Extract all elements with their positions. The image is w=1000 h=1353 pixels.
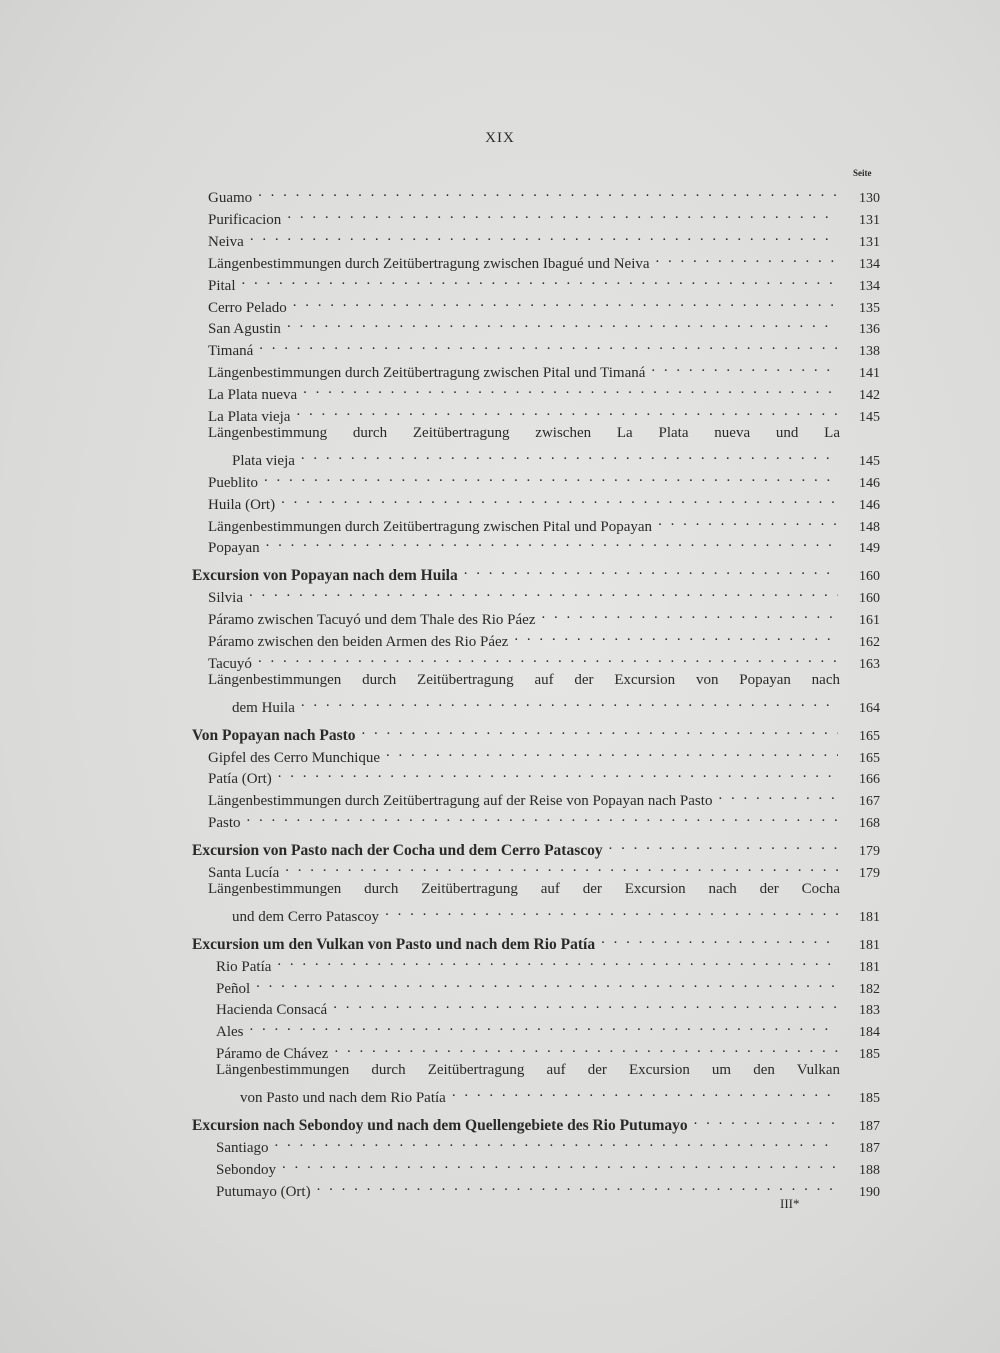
toc-entry-title: Huila (Ort) bbox=[208, 496, 276, 513]
dot-leader bbox=[362, 720, 838, 740]
toc-entry-title: Neiva bbox=[208, 233, 244, 250]
toc-page-number: 185 bbox=[859, 1047, 880, 1063]
toc-entry-title: Tacuyó bbox=[208, 655, 252, 672]
toc-entry bbox=[240, 1082, 880, 1109]
toc-page-number: 188 bbox=[859, 1162, 880, 1178]
dot-leader bbox=[601, 929, 838, 949]
dot-leader bbox=[464, 560, 838, 580]
dot-leader bbox=[303, 379, 838, 399]
toc-page-number: 161 bbox=[859, 613, 880, 629]
toc-entry bbox=[208, 532, 880, 559]
toc-page-number: 164 bbox=[859, 700, 880, 716]
dot-leader bbox=[385, 901, 838, 921]
dot-leader bbox=[301, 445, 838, 465]
toc-entry-title: Längenbestimmungen durch Zeitübertragung zwischen Pital und Timaná bbox=[208, 365, 646, 382]
toc-page-number: 149 bbox=[859, 541, 880, 557]
dot-leader bbox=[658, 511, 838, 531]
toc-page-number: 131 bbox=[859, 234, 880, 250]
toc-page-number: 148 bbox=[859, 519, 880, 535]
toc-entry bbox=[232, 901, 880, 928]
toc-entry-continuation: von Pasto und nach dem Rio Patía bbox=[240, 1090, 446, 1106]
dot-leader bbox=[293, 292, 838, 312]
toc-entry-title: Längenbestimmungen durch Zeitübertragung auf der Excursion von Popayan nach bbox=[208, 671, 840, 688]
toc-entry-title: La Plata vieja bbox=[208, 409, 291, 425]
toc-entry-title: Längenbestimmungen durch Zeitübertragung zwischen Ibagué und Neiva bbox=[208, 255, 650, 272]
dot-leader bbox=[258, 648, 838, 668]
dot-leader bbox=[264, 467, 838, 487]
dot-leader bbox=[656, 248, 838, 268]
toc-entry-title: Santiago bbox=[216, 1139, 269, 1156]
toc-page-number: 179 bbox=[859, 844, 880, 860]
toc-page-number: 138 bbox=[859, 344, 880, 360]
toc-entry-title: Pasto bbox=[208, 815, 241, 832]
toc-entry-title: Excursion nach Sebondoy und nach dem Quellengebiete des Rio Putumayo bbox=[192, 1116, 688, 1134]
toc-page-number: 160 bbox=[859, 569, 880, 585]
toc-entry-title: Páramo de Chávez bbox=[216, 1046, 329, 1063]
dot-leader bbox=[514, 626, 838, 646]
signature-mark: III* bbox=[780, 1196, 800, 1211]
toc-entry-title: Guamo bbox=[208, 190, 253, 206]
toc-page-number: 142 bbox=[859, 388, 880, 404]
toc-entry-title: Popayan bbox=[208, 540, 260, 557]
toc-entry-title: Rio Patía bbox=[216, 958, 272, 975]
dot-leader bbox=[386, 742, 838, 762]
toc-page-number: 185 bbox=[859, 1091, 880, 1106]
toc-page-number: 190 bbox=[859, 1184, 880, 1200]
toc-page-number: 146 bbox=[859, 497, 880, 513]
dot-leader bbox=[259, 335, 838, 355]
dot-leader bbox=[258, 182, 838, 202]
toc-page-number: 135 bbox=[859, 300, 880, 316]
toc-entry-title: Patía (Ort) bbox=[208, 771, 272, 788]
toc-page-number: 131 bbox=[859, 212, 880, 228]
toc-entry-title: San Agustin bbox=[208, 321, 281, 338]
toc-entry-title: Längenbestimmungen durch Zeitübertragung auf der Excursion nach der Cocha bbox=[208, 880, 840, 897]
dot-leader bbox=[249, 582, 838, 602]
toc-entry-title: Peñol bbox=[216, 980, 251, 997]
toc-entry-title: Páramo zwischen Tacuyó und dem Thale des Rio Páez bbox=[208, 612, 536, 629]
toc-page-number: 130 bbox=[859, 191, 880, 206]
toc-entry-title: Längenbestimmung durch Zeitübertragung zwischen La Plata nueva und La bbox=[208, 424, 840, 441]
dot-leader bbox=[250, 226, 838, 246]
dot-leader bbox=[317, 1176, 838, 1196]
toc-entry-title: Páramo zwischen den beiden Armen des Rio Páez bbox=[208, 634, 509, 650]
toc-page-number: 145 bbox=[859, 410, 880, 425]
toc-entry-title: Excursion von Popayan nach dem Huila bbox=[192, 567, 458, 585]
toc-entry-title: Längenbestimmungen durch Zeitübertragung zwischen Pital und Popayan bbox=[208, 518, 653, 535]
dot-leader bbox=[285, 857, 838, 877]
dot-leader bbox=[275, 1132, 839, 1152]
toc-page-number: 145 bbox=[859, 453, 880, 469]
dot-leader bbox=[277, 951, 838, 971]
toc-entry-title: Excursion um den Vulkan von Pasto und nach dem Rio Patía bbox=[192, 935, 596, 953]
dot-leader bbox=[718, 785, 838, 805]
toc-page-number: 168 bbox=[859, 816, 880, 832]
dot-leader bbox=[278, 763, 838, 783]
dot-leader bbox=[247, 807, 838, 827]
dot-leader bbox=[694, 1110, 838, 1130]
toc-entry-title: Excursion von Pasto nach der Cocha und dem Cerro Patascoy bbox=[192, 842, 603, 860]
page-number: XIX bbox=[485, 130, 515, 146]
toc-entry-title: Santa Lucía bbox=[208, 865, 280, 881]
toc-entry-title: Gipfel des Cerro Munchique bbox=[208, 749, 381, 766]
toc-page-number: 165 bbox=[859, 728, 880, 744]
toc-entry-title: Timaná bbox=[208, 343, 254, 360]
toc-page-number: 182 bbox=[859, 981, 880, 997]
toc-entry-title: Pital bbox=[208, 277, 236, 294]
toc-entry-title: Von Popayan nach Pasto bbox=[192, 726, 356, 744]
toc-page-number: 162 bbox=[859, 635, 880, 650]
toc-page-number: 167 bbox=[859, 794, 880, 810]
toc-entry-title: La Plata nueva bbox=[208, 387, 298, 404]
toc-page-number: 165 bbox=[859, 750, 880, 766]
dot-leader bbox=[452, 1082, 838, 1102]
dot-leader bbox=[287, 204, 838, 224]
toc-entry bbox=[232, 692, 880, 719]
toc-page-number: 187 bbox=[859, 1118, 880, 1134]
toc-page-number: 187 bbox=[859, 1140, 880, 1156]
dot-leader bbox=[301, 692, 838, 712]
toc-entry-continuation: dem Huila bbox=[232, 699, 295, 716]
toc-page-number: 181 bbox=[859, 909, 880, 925]
dot-leader bbox=[651, 357, 838, 377]
dot-leader bbox=[256, 973, 838, 993]
toc-page-number: 181 bbox=[859, 937, 880, 953]
toc-entry-title: Putumayo (Ort) bbox=[216, 1183, 311, 1200]
toc-entry-title: Pueblito bbox=[208, 474, 259, 491]
dot-leader bbox=[287, 313, 838, 333]
dot-leader bbox=[266, 532, 838, 552]
toc-page-number: 179 bbox=[859, 866, 880, 881]
toc-page-number: 184 bbox=[859, 1025, 880, 1041]
toc-entry-title: Silvia bbox=[208, 590, 244, 607]
dot-leader bbox=[541, 604, 838, 624]
dot-leader bbox=[282, 1154, 838, 1174]
dot-leader bbox=[250, 1016, 839, 1036]
toc-page-number: 136 bbox=[859, 322, 880, 338]
toc-page-number: 163 bbox=[859, 656, 880, 672]
toc-page-number: 134 bbox=[859, 278, 880, 294]
toc-entry-title: Längenbestimmungen durch Zeitübertragung auf der Reise von Popayan nach Pasto bbox=[208, 793, 713, 810]
toc-page-number: 160 bbox=[859, 591, 880, 607]
dot-leader bbox=[334, 1038, 838, 1058]
toc-page-number: 181 bbox=[859, 959, 880, 975]
seite-label: Seite bbox=[853, 168, 872, 178]
toc-entry-title: Purificacion bbox=[208, 211, 282, 228]
dot-leader bbox=[242, 270, 838, 290]
toc-entry-title: Ales bbox=[216, 1024, 244, 1041]
toc-entry-title: Hacienda Consacá bbox=[216, 1002, 328, 1019]
toc-entry-title: Cerro Pelado bbox=[208, 299, 287, 316]
toc-page-number: 166 bbox=[859, 772, 880, 788]
toc-page-number: 134 bbox=[859, 256, 880, 272]
dot-leader bbox=[296, 401, 838, 421]
dot-leader bbox=[281, 489, 838, 509]
dot-leader bbox=[609, 835, 838, 855]
dot-leader bbox=[333, 994, 838, 1014]
toc-entry-continuation: und dem Cerro Patascoy bbox=[232, 908, 380, 925]
toc-entry-continuation: Plata vieja bbox=[232, 452, 295, 469]
toc-page-number: 183 bbox=[859, 1003, 880, 1019]
toc-entry-title: Sebondoy bbox=[216, 1161, 276, 1178]
toc-entry bbox=[208, 807, 880, 834]
toc-entry-title: Längenbestimmungen durch Zeitübertragung auf der Excursion um den Vulkan bbox=[216, 1062, 840, 1079]
toc-page-number: 141 bbox=[859, 366, 880, 382]
toc-page-number: 146 bbox=[859, 475, 880, 491]
